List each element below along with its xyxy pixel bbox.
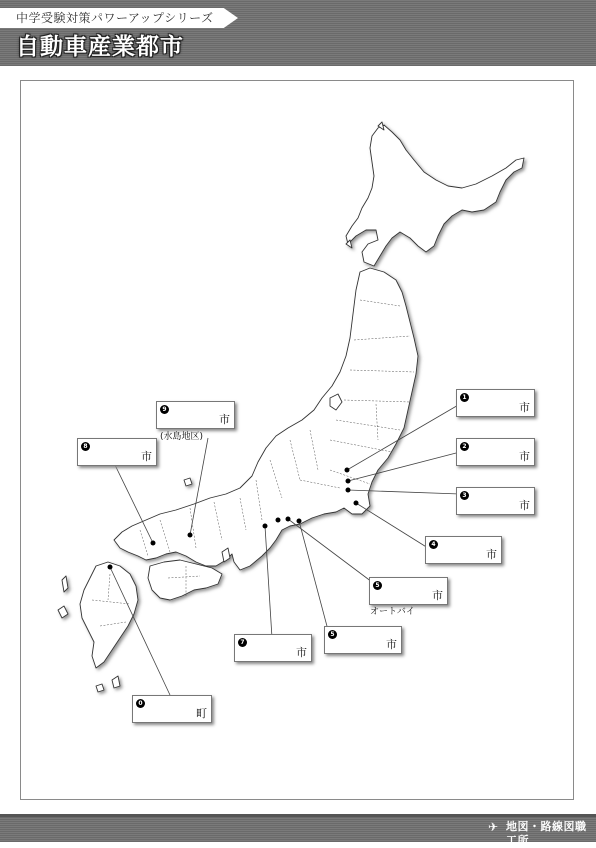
tsushima-island: [62, 576, 68, 592]
location-dot: [108, 565, 113, 570]
location-dot: [345, 468, 350, 473]
answer-box-7[interactable]: [234, 634, 312, 662]
location-dot: [346, 488, 351, 493]
answer-box-5a[interactable]: [369, 577, 448, 605]
answer-box-4[interactable]: [425, 536, 502, 564]
mizushima-note: (水島地区): [160, 432, 204, 442]
city-suffix: 市: [519, 450, 530, 463]
series-title: 中学受験対策パワーアップシリーズ: [16, 11, 214, 25]
answer-box-3[interactable]: [456, 487, 535, 515]
location-dot: [151, 541, 156, 546]
location-dot: [346, 479, 351, 484]
answer-box-5b[interactable]: [324, 626, 402, 654]
number-badge: 5: [373, 581, 382, 590]
location-dot: [286, 517, 291, 522]
answer-box-1[interactable]: [456, 389, 535, 417]
answer-box-0[interactable]: [132, 695, 212, 723]
answer-box-9[interactable]: [156, 401, 235, 429]
number-badge: 9: [160, 405, 169, 414]
city-suffix: 市: [386, 638, 397, 651]
number-badge: 2: [460, 442, 469, 451]
location-dot: [188, 533, 193, 538]
location-dot: [297, 519, 302, 524]
city-suffix: 市: [296, 646, 307, 659]
town-suffix: 町: [196, 707, 207, 720]
city-suffix: 市: [519, 499, 530, 512]
oki-island: [184, 478, 192, 486]
kyushu-island: [80, 562, 138, 668]
map-logo-icon: ✈: [488, 820, 499, 834]
number-badge: 5: [328, 630, 337, 639]
page-title: 自動車産業都市: [16, 34, 184, 60]
publisher-name: 地図・路線図職工所: [506, 820, 587, 847]
hokkaido-island: [346, 125, 524, 266]
city-suffix: 市: [519, 401, 530, 414]
number-badge: 1: [460, 393, 469, 402]
location-dot: [263, 524, 268, 529]
number-badge: 8: [81, 442, 90, 451]
location-dot: [354, 501, 359, 506]
number-badge: 3: [460, 491, 469, 500]
yakushima-island: [96, 684, 104, 692]
city-suffix: 市: [219, 413, 230, 426]
location-dot: [276, 518, 281, 523]
footer-divider: [0, 814, 596, 817]
goto-island: [58, 606, 68, 618]
number-badge: 4: [429, 540, 438, 549]
answer-box-2[interactable]: [456, 438, 535, 466]
city-suffix: 市: [432, 589, 443, 602]
tanegashima-island: [112, 676, 120, 688]
city-suffix: 市: [486, 548, 497, 561]
answer-box-8[interactable]: [77, 438, 157, 466]
city-suffix: 市: [141, 450, 152, 463]
number-badge: 7: [238, 638, 247, 647]
motorbike-note: オートバイ: [370, 607, 415, 617]
number-badge: 0: [136, 699, 145, 708]
